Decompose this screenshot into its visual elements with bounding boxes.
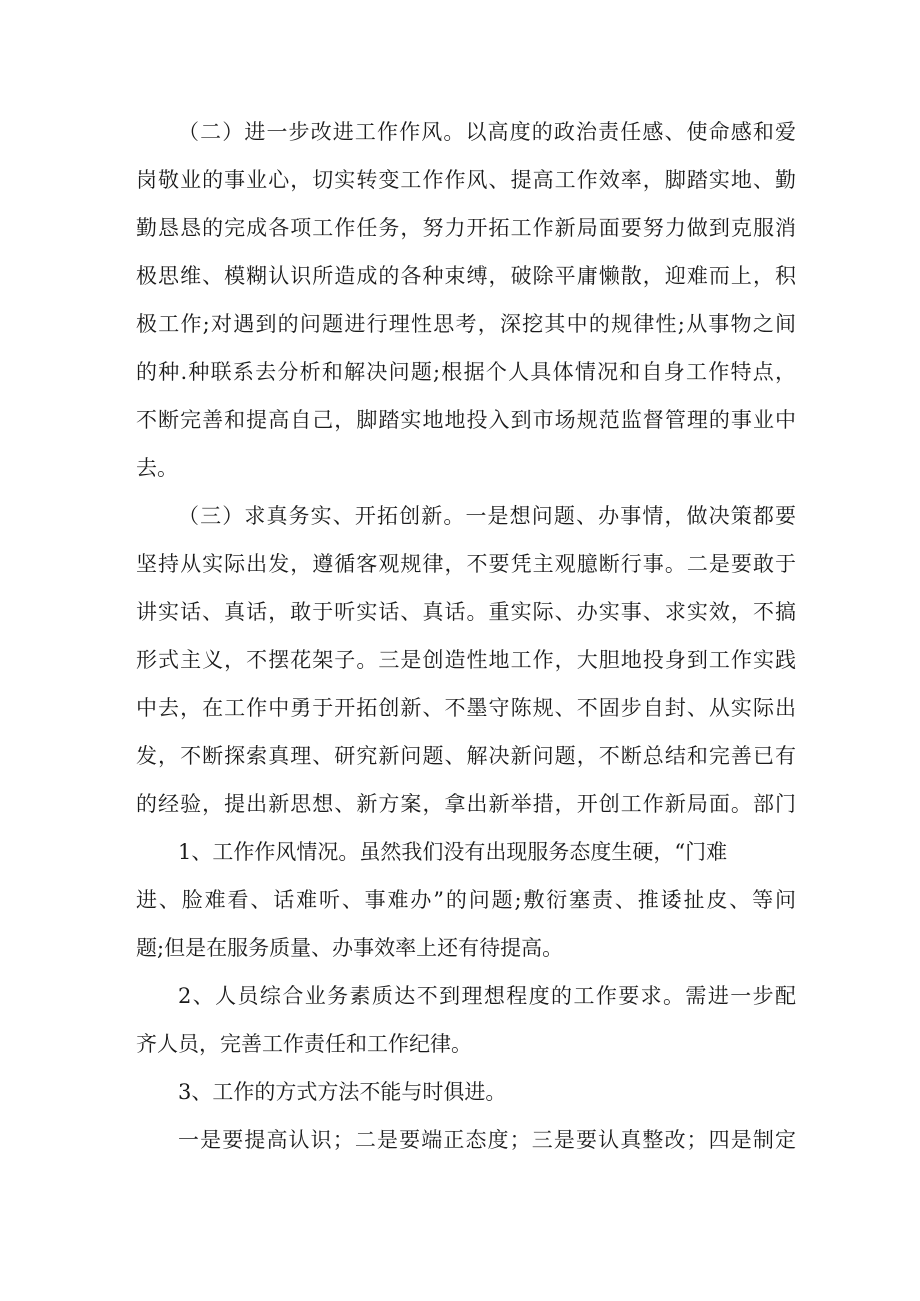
text-line: 的种.种联系去分析和解决问题;根据个人具体情况和自身工作特点， (136, 360, 796, 384)
text-line: 进、脸难看、话难听、事难办”的问题;敷衍塞责、推诿扯皮、等问 (136, 888, 796, 912)
text-line: 题;但是在服务质量、办事效率上还有待提高。 (136, 936, 564, 960)
text-line: （二）进一步改进工作作风。以高度的政治责任感、使命感和爱 (178, 120, 796, 144)
text-line: 坚持从实际出发，遵循客观规律，不要凭主观臆断行事。二是要敢于 (136, 552, 796, 576)
text-line: 勤恳恳的完成各项工作任务，努力开拓工作新局面要努力做到克服消 (136, 216, 796, 240)
text-line: 中去，在工作中勇于开拓创新、不墨守陈规、不固步自封、从实际出 (136, 696, 796, 720)
text-line: 去。 (136, 456, 178, 480)
text-line: 齐人员，完善工作责任和工作纪律。 (136, 1032, 472, 1056)
text-line: 1、工作作风情况。虽然我们没有出现服务态度生硬，“门难 (178, 840, 728, 864)
text-line: 发，不断探索真理、研究新问题、解决新问题，不断总结和完善已有 (136, 744, 796, 768)
text-line: 极工作;对遇到的问题进行理性思考，深挖其中的规律性;从事物之间 (136, 312, 796, 336)
text-line: 一是要提高认识；二是要端正态度；三是要认真整改；四是制定 (178, 1128, 796, 1152)
text-line: 极思维、模糊认识所造成的各种束缚，破除平庸懒散，迎难而上，积 (136, 264, 796, 288)
text-line: 3、工作的方式方法不能与时俱进。 (178, 1080, 507, 1104)
text-line: 的经验，提出新思想、新方案，拿出新举措，开创工作新局面。部门 (136, 792, 796, 816)
text-line: 岗敬业的事业心，切实转变工作作风、提高工作效率，脚踏实地、勤 (136, 168, 796, 192)
text-line: 2、人员综合业务素质达不到理想程度的工作要求。需进一步配 (178, 984, 796, 1008)
text-line: （三）求真务实、开拓创新。一是想问题、办事情，做决策都要 (178, 504, 796, 528)
text-line: 讲实话、真话，敢于听实话、真话。重实际、办实事、求实效，不搞 (136, 600, 796, 624)
text-line: 形式主义，不摆花架子。三是创造性地工作，大胆地投身到工作实践 (136, 648, 796, 672)
text-line: 不断完善和提高自己，脚踏实地地投入到市场规范监督管理的事业中 (136, 408, 796, 432)
